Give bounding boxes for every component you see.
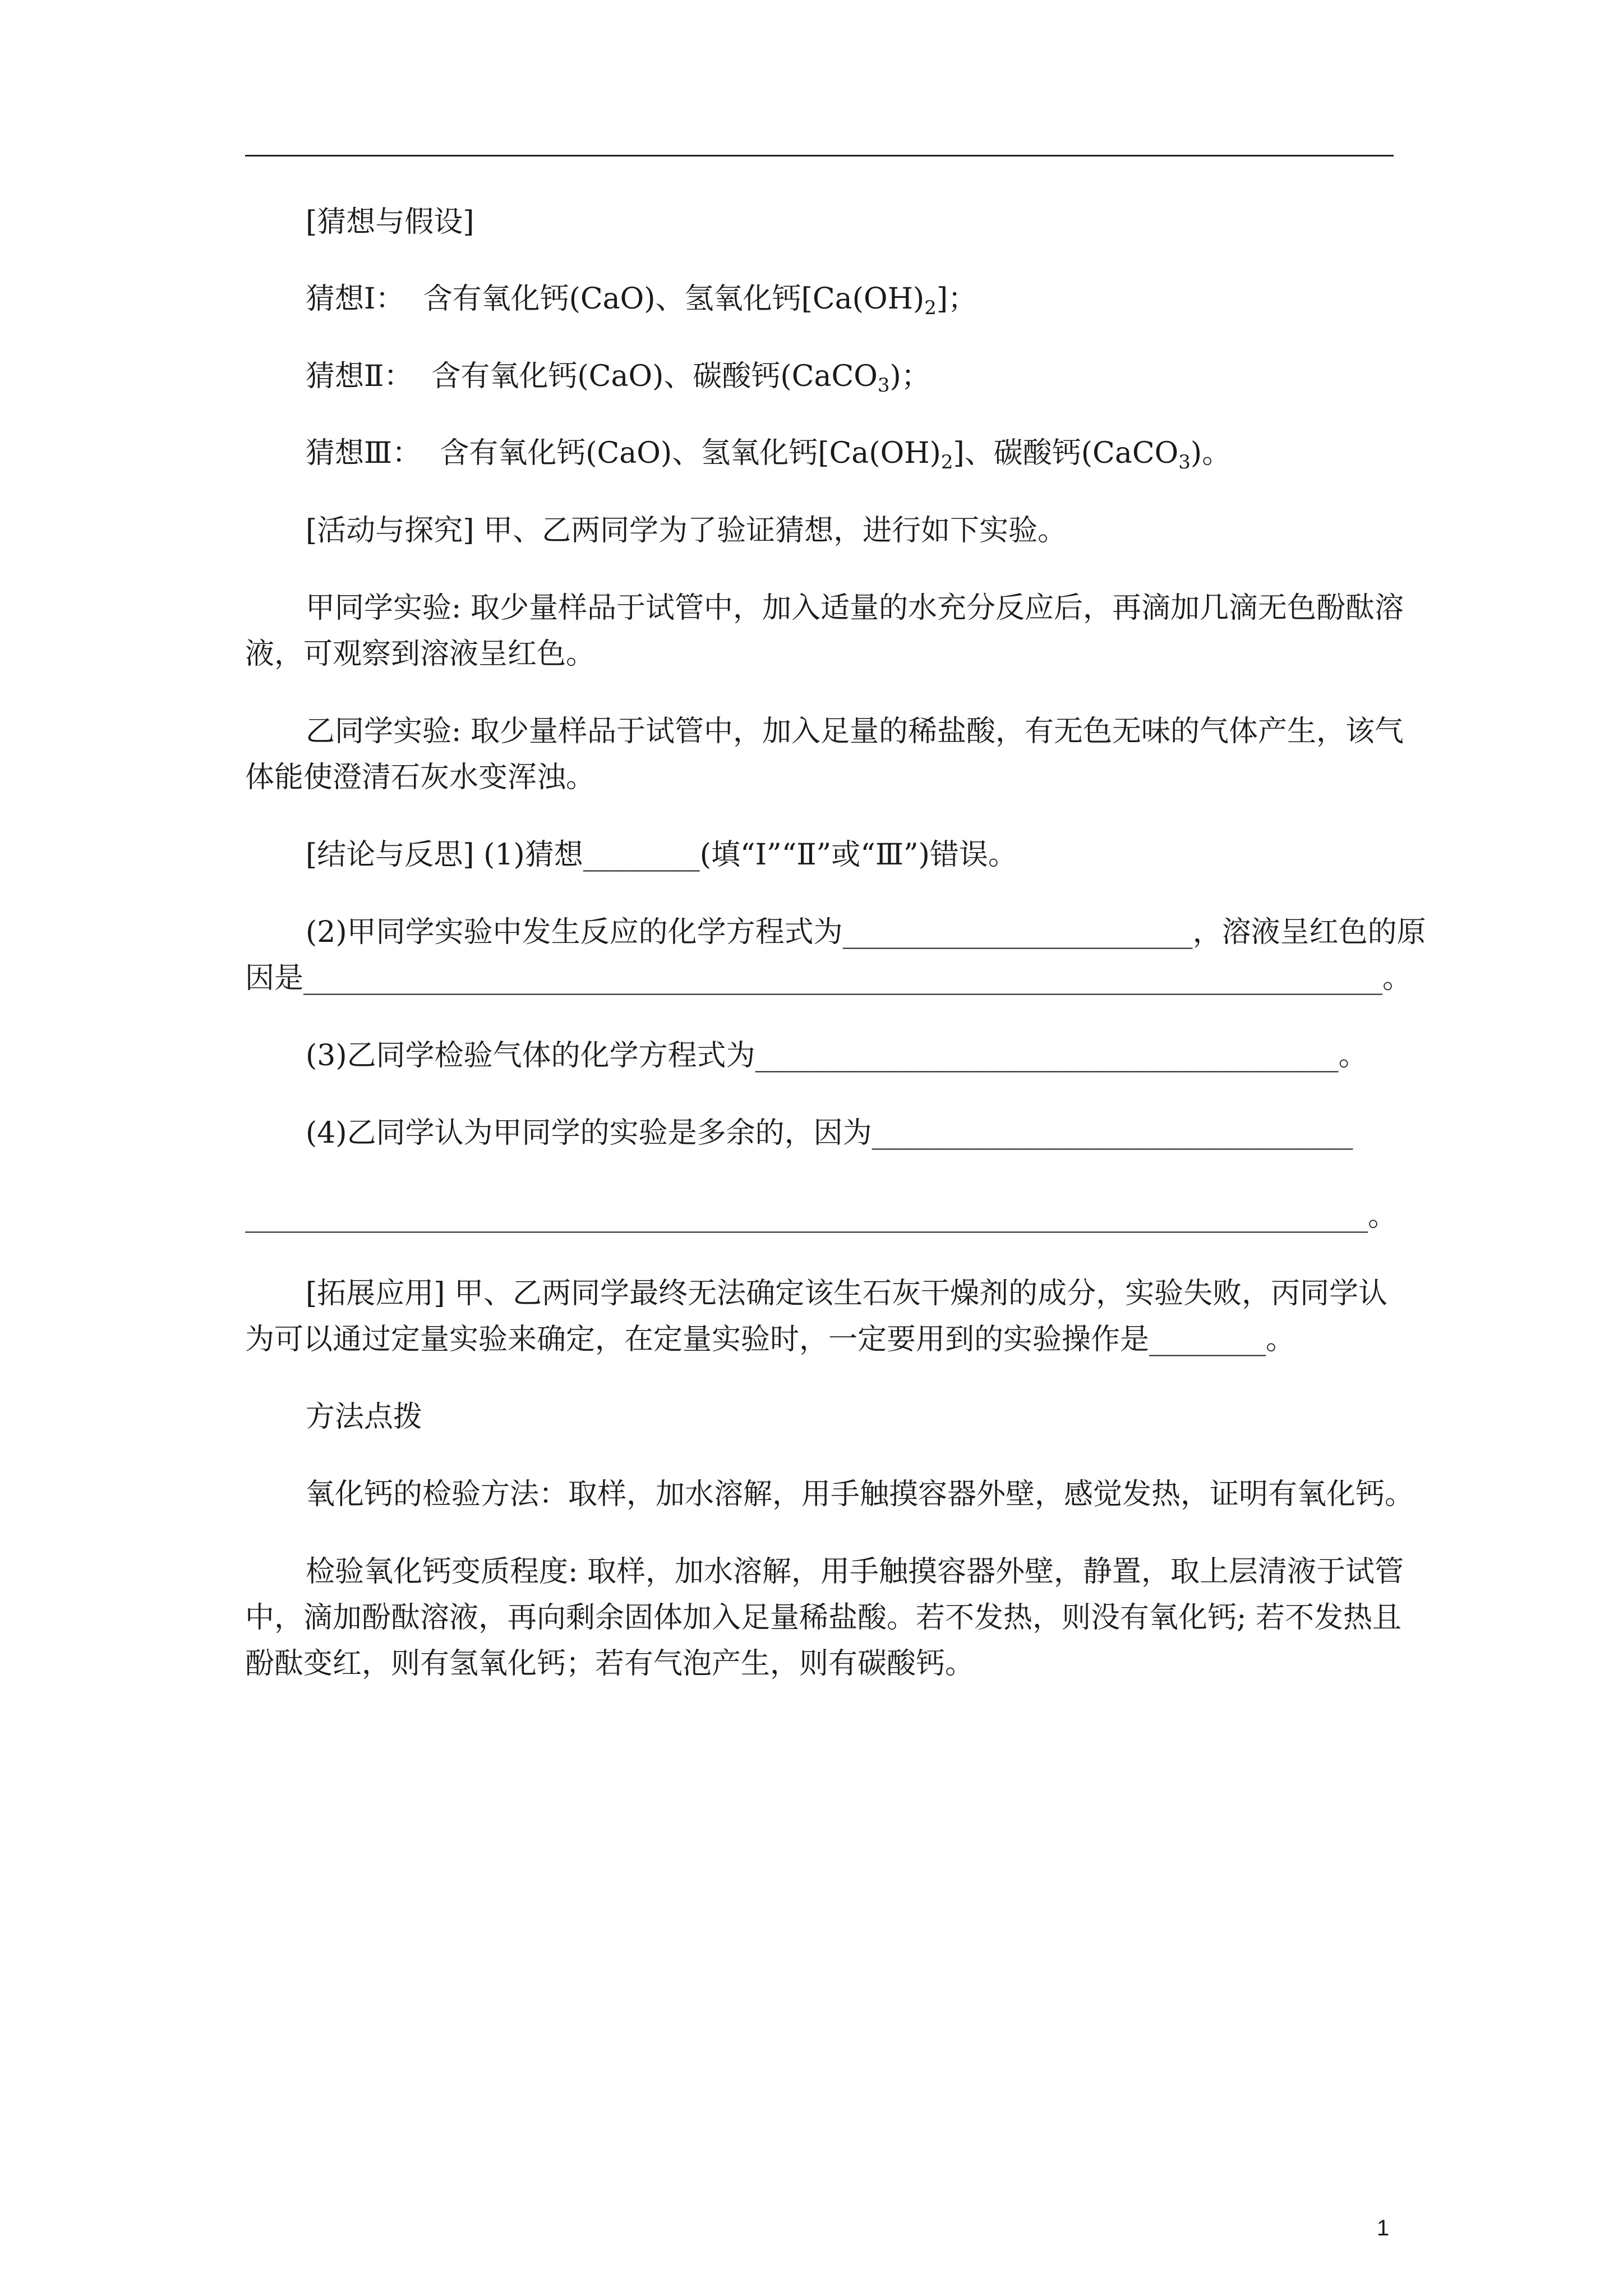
- page-number: 1: [1377, 2216, 1390, 2240]
- hypothesis-2: 猜想Ⅱ： 含有氧化钙(CaO)、碳酸钙(CaCO$_3$)；: [306, 360, 930, 397]
- hypothesis-1: 猜想Ⅰ： 含有氧化钙(CaO)、氢氧化钙$[Ca(OH)_2]$；: [306, 282, 978, 319]
- experiment-jia-line-1: 甲同学实验: 取少量样品于试管中，加入适量的水充分反应后，再滴加几滴无色酚酞溶: [306, 591, 1404, 625]
- activity-heading: [活动与探究] 甲、乙两同学为了验证猜想，进行如下实验。: [306, 514, 1067, 547]
- experiment-jia-line-2: 液，可观察到溶液呈红色。: [245, 637, 596, 671]
- method-1: 氧化钙的检验方法：取样，加水溶解，用手触摸容器外壁，感觉发热，证明有氧化钙。: [306, 1478, 1414, 1511]
- experiment-yi-line-1: 乙同学实验: 取少量样品于试管中，加入足量的稀盐酸，有无色无味的气体产生，该气: [306, 715, 1404, 748]
- conclusion-q1: [结论与反思] (1)猜想________(填“Ⅰ”“Ⅱ”或“Ⅲ”)错误。: [306, 838, 1017, 872]
- extension-line-2: 为可以通过定量实验来确定，在定量实验时，一定要用到的实验操作是________。: [245, 1323, 1295, 1356]
- method-heading: 方法点拨: [306, 1400, 423, 1434]
- question-4-line-1: (4)乙同学认为甲同学的实验是多余的，因为_________________________________: [306, 1116, 1353, 1150]
- method-2-line-2: 中，滴加酚酞溶液，再向剩余固体加入足量稀盐酸。若不发热，则没有氧化钙; 若不发热且: [245, 1601, 1402, 1635]
- extension-line-1: [拓展应用] 甲、乙两同学最终无法确定该生石灰干燥剂的成分，实验失败，丙同学认: [306, 1277, 1388, 1310]
- header-rule: [245, 155, 1394, 157]
- question-4-line-2: _____________________________________________________________________________。: [245, 1199, 1397, 1233]
- question-3: (3)乙同学检验气体的化学方程式为________________________________________。: [306, 1039, 1368, 1073]
- question-2-line-2: 因是__________________________________________________________________________。: [245, 961, 1412, 995]
- hypothesis-3: 猜想Ⅲ： 含有氧化钙(CaO)、氢氧化钙$[Ca(OH)_2]$、碳酸钙(CaCO$_3$)。: [306, 436, 1232, 473]
- hypothesis-heading: [猜想与假设]: [306, 205, 474, 239]
- method-2-line-1: 检验氧化钙变质程度: 取样，加水溶解，用手触摸容器外壁，静置，取上层清液于试管: [306, 1555, 1404, 1589]
- question-2-line-1: (2)甲同学实验中发生反应的化学方程式为________________________，溶液呈红色的原: [306, 915, 1426, 949]
- method-2-line-3: 酚酞变红，则有氢氧化钙；若有气泡产生，则有碳酸钙。: [245, 1647, 975, 1681]
- experiment-yi-line-2: 体能使澄清石灰水变浑浊。: [245, 761, 596, 794]
